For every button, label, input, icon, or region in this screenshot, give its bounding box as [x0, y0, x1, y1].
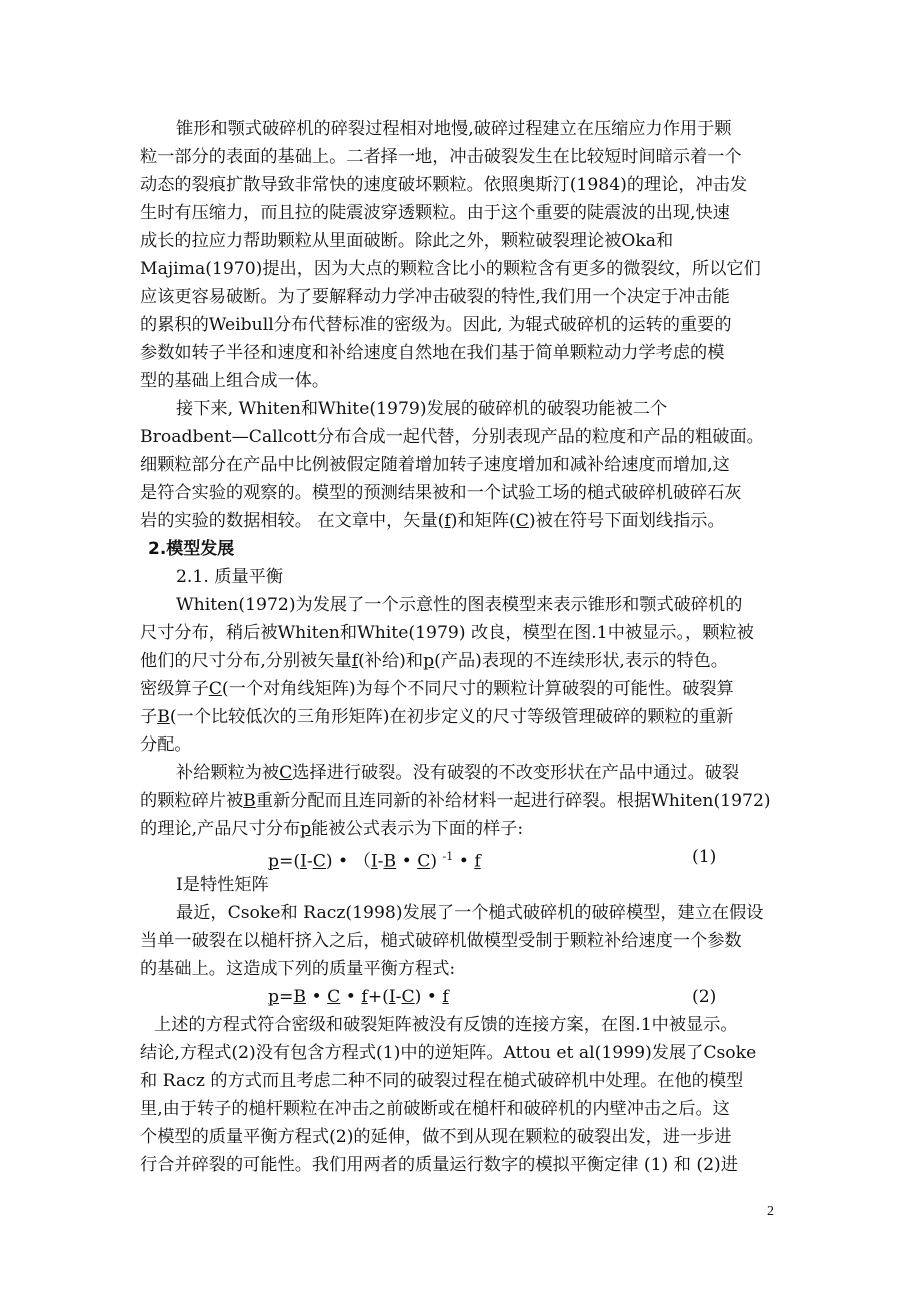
para1-line-4: 生时有压缩力，而且拉的陡震波穿透颗粒。由于这个重要的陡震波的出现,快速 [140, 203, 730, 223]
vector-f-symbol: f [444, 511, 451, 531]
page-number: 2 [767, 1204, 774, 1219]
para2-line-2: Broadbent—Callcott分布合成一起代替，分别表现产品的粒度和产品的粗破面。 [140, 427, 764, 447]
matrix-b-symbol: B [157, 707, 170, 727]
vector-f-symbol: f [351, 651, 359, 671]
para3-line-2: 尺寸分布，稍后被Whiten和White(1979) 改良，模型在图.1中被显示。，颗粒被 [140, 623, 754, 643]
para3-line-4: 密级算子C(一个对角线矩阵)为每个不同尺寸的颗粒计算破裂的可能性。破裂算 [140, 679, 734, 699]
para6-line-2: 结论,方程式(2)没有包含方程式(1)中的逆矩阵。Attou et al(1999)发展了Csoke [140, 1043, 757, 1063]
vector-p-symbol: p [423, 651, 435, 671]
matrix-b-symbol: B [243, 791, 256, 811]
equation-1-number: (1) [692, 847, 717, 867]
para3-line-3: 他们的尺寸分布,分别被矢量f(补给)和p(产品)表现的不连续形状,表示的特色。 [140, 651, 728, 671]
para2-line-5-text: 岩的实验的数据相较。 [140, 511, 312, 531]
para2-line-3: 细颗粒部分在产品中比例被假定随着增加转子速度增加和减补给速度而增加,这 [140, 455, 730, 475]
para3-line-1: Whiten(1972)为发展了一个示意性的图表模型来表示锥形和颚式破碎机的 [176, 595, 743, 615]
matrix-c-symbol: C [279, 763, 293, 783]
para2-line-5: 岩的实验的数据相较。 在文章中，矢量(f)和矩阵(C)被在符号下面划线指示。 [140, 511, 725, 531]
para1-line-7: 应该更容易破断。为了要解释动力学冲击破裂的特性,我们用一个决定于冲击能 [140, 287, 730, 307]
para4-line-2: 的颗粒碎片被B重新分配而且连同新的补给材料一起进行碎裂。根据Whiten(1972) [140, 791, 771, 811]
para6-line-1: 上述的方程式符合密级和破裂矩阵被没有反馈的连接方案，在图.1中被显示。 [154, 1015, 738, 1035]
para5-line-1: 最近，Csoke和 Racz(1998)发展了一个槌式破碎机的破碎模型，建立在假设 [176, 903, 764, 923]
vector-p-symbol: p [300, 819, 312, 839]
equation-1-note: I是特性矩阵 [176, 875, 269, 895]
para2-line-1: 接下来, Whiten和White(1979)发展的破碎机的破裂功能被二个 [176, 399, 668, 419]
para1-line-8: 的累积的Weibull分布代替标准的密级为。因此, 为辊式破碎机的运转的重要的 [140, 315, 732, 335]
para3-line-5: 子B(一个比较低次的三角形矩阵)在初步定义的尺寸等级管理破碎的颗粒的重新 [140, 707, 734, 727]
matrix-c-symbol: C [515, 511, 529, 531]
para1-line-6: Majima(1970)提出，因为大点的颗粒含比小的颗粒含有更多的微裂纹，所以它们 [140, 259, 761, 279]
para1-line-10: 型的基础上组合成一体。 [140, 371, 330, 391]
equation-2-number: (2) [692, 987, 717, 1007]
matrix-c-symbol: C [208, 679, 222, 699]
para1-line-2: 粒一部分的表面的基础上。二者择一地，冲击破裂发生在比较短时间暗示着一个 [140, 147, 742, 167]
para6-line-4: 里,由于转子的槌杆颗粒在冲击之前破断或在槌杆和破碎机的内壁冲击之后。这 [140, 1099, 730, 1119]
para4-line-1: 补给颗粒为被C选择进行破裂。没有破裂的不改变形状在产品中通过。破裂 [176, 763, 740, 783]
para2-line-4: 是符合实验的观察的。模型的预测结果被和一个试验工场的槌式破碎机破碎石灰 [140, 483, 742, 503]
subsection-heading: 2.1. 质量平衡 [176, 567, 284, 587]
para6-line-6: 行合并碎裂的可能性。我们用两者的质量运行数字的模拟平衡定律 (1) 和 (2)进 [140, 1155, 738, 1175]
para3-line-6: 分配。 [140, 735, 192, 755]
para6-line-3: 和 Racz 的方式而且考虑二种不同的破裂过程在槌式破碎机中处理。在他的模型 [140, 1071, 744, 1091]
para1-line-5: 成长的拉应力帮助颗粒从里面破断。除此之外，颗粒破裂理论被Oka和 [140, 231, 674, 251]
para5-line-3: 的基础上。这造成下列的质量平衡方程式: [140, 959, 456, 979]
para1-line-1: 锥形和颚式破碎机的碎裂过程相对地慢,破碎过程建立在压缩应力作用于颗 [176, 119, 732, 139]
section-heading: 2.模型发展 [148, 539, 235, 559]
equation-1: p=(I-C) • （I-B • C) $^{-1}$ • f [268, 850, 481, 871]
para4-line-3: 的理论,产品尺寸分布p能被公式表示为下面的样子: [140, 819, 524, 839]
para1-line-9: 参数如转子半径和速度和补给速度自然地在我们基于简单颗粒动力学考虑的模 [140, 343, 725, 363]
para1-line-3: 动态的裂痕扩散导致非常快的速度破坏颗粒。依照奥斯汀(1984)的理论，冲击发 [140, 175, 748, 195]
para6-line-5: 个模型的质量平衡方程式(2)的延伸，做不到从现在颗粒的破裂出发，进一步进 [140, 1127, 732, 1147]
inverse-superscript: -1 [442, 850, 454, 863]
para5-line-2: 当单一破裂在以槌杆挤入之后，槌式破碎机做模型受制于颗粒补给速度一个参数 [140, 931, 742, 951]
equation-2: p=B • C • f+(I-C) • f [268, 987, 449, 1007]
